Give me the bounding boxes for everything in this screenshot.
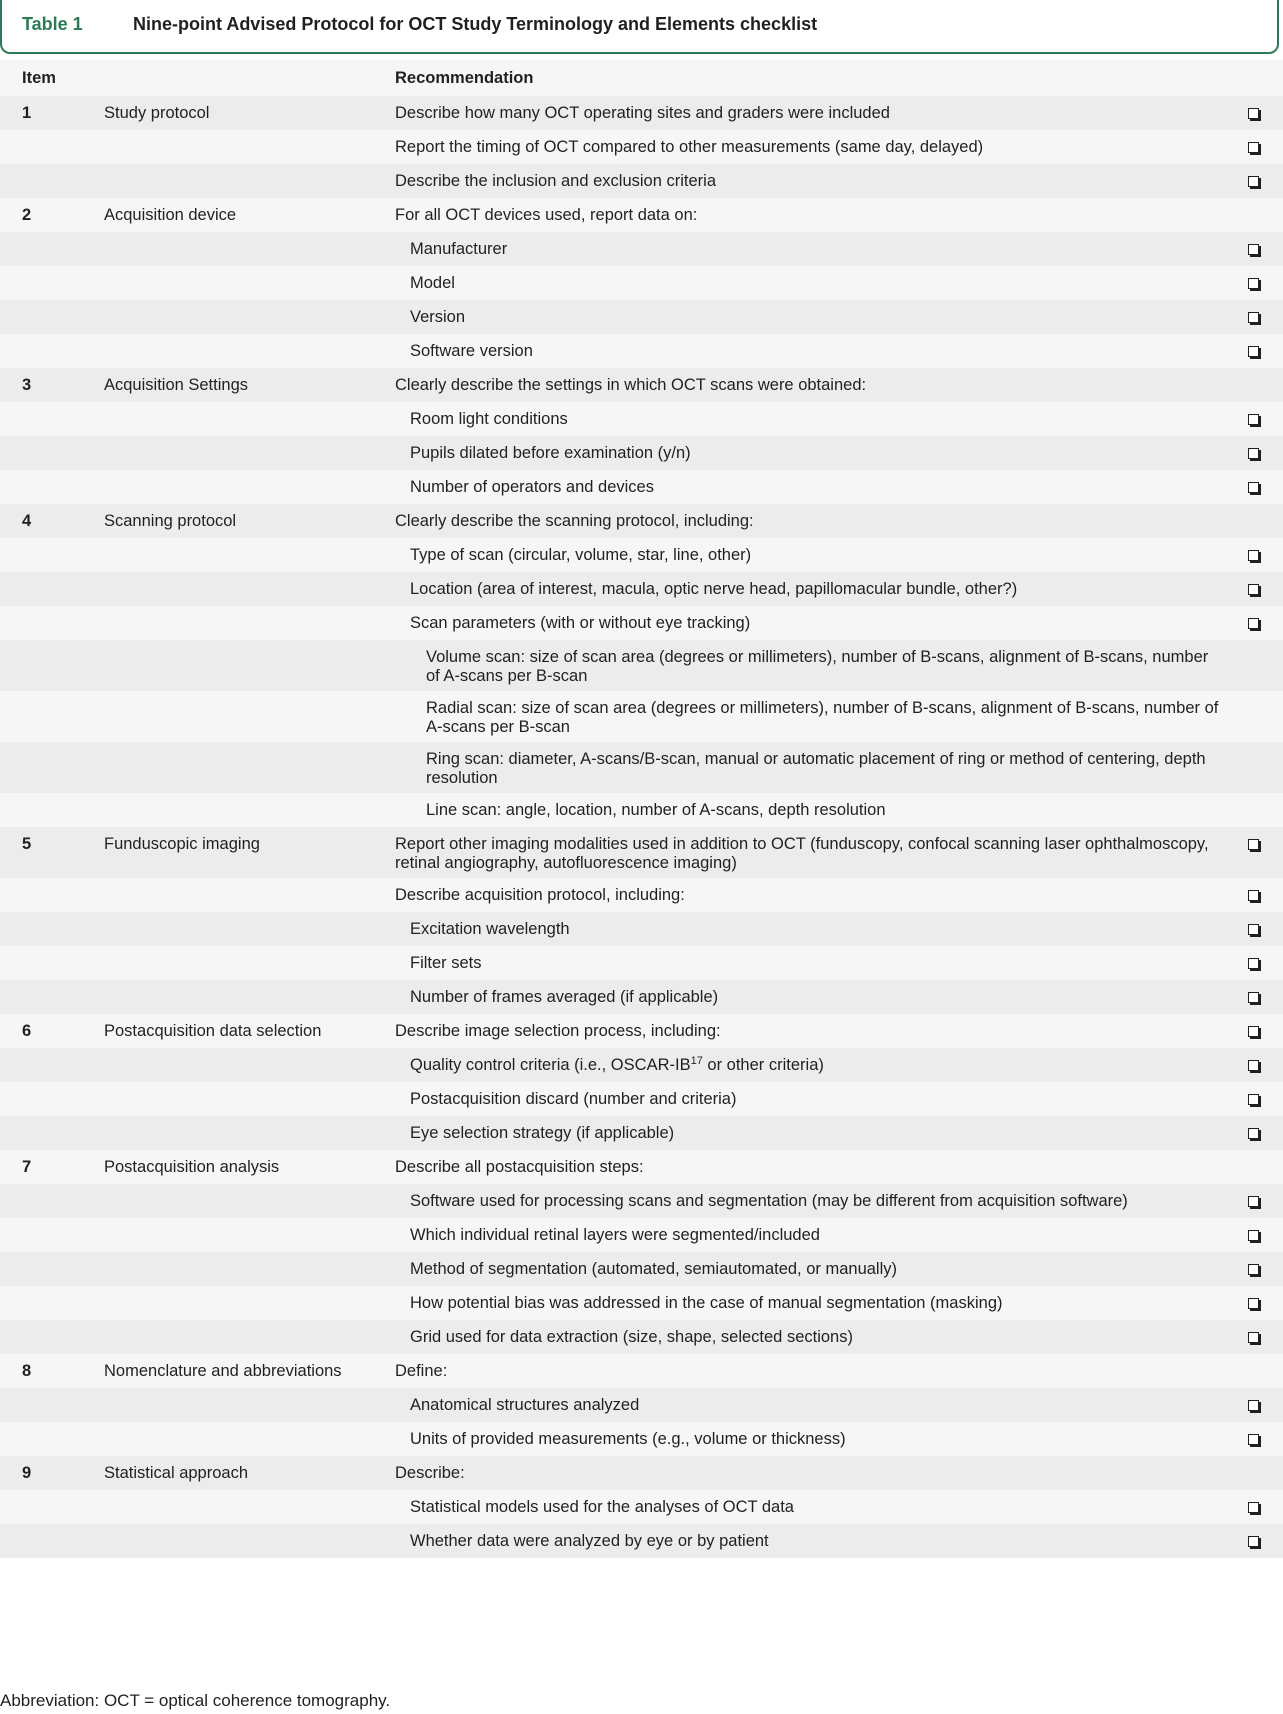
table-row xyxy=(0,1490,1283,1524)
table-row xyxy=(0,946,1283,980)
item-name: Scanning protocol xyxy=(104,512,237,530)
recommendation-text xyxy=(410,1056,1225,1075)
recommendation-text: Model xyxy=(410,274,455,292)
table-row xyxy=(0,1252,1283,1286)
checkbox-icon xyxy=(1248,1536,1259,1547)
item-number: 6 xyxy=(22,1022,32,1040)
recommendation-text: Describe all postacquisition steps: xyxy=(395,1158,644,1176)
recommendation-text: Version xyxy=(410,308,466,326)
table-row xyxy=(0,436,1283,470)
table-row xyxy=(0,640,1283,691)
table-row xyxy=(0,1456,1283,1490)
recommendation-text: Clearly describe the scanning protocol, including: xyxy=(395,512,754,530)
table-row xyxy=(0,300,1283,334)
recommendation-text: Method of segmentation (automated, semiautomated, or manually) xyxy=(410,1260,898,1278)
table-row xyxy=(0,504,1283,538)
item-name: Statistical approach xyxy=(104,1464,248,1482)
recommendation-text: Software version xyxy=(410,342,533,360)
recommendation-text: Whether data were analyzed by eye or by patient xyxy=(410,1532,769,1550)
checkbox-icon xyxy=(1248,346,1259,357)
recommendation-text: Volume scan: size of scan area (degrees or millimeters), number of B-scans, alignment of B-scans, number of A-scans per B-scan xyxy=(426,648,1209,685)
recommendation-text: Clearly describe the settings in which OCT scans were obtained: xyxy=(395,376,867,394)
checkbox-icon xyxy=(1248,1502,1259,1513)
checkbox-icon xyxy=(1248,1230,1259,1241)
recommendation-text: Describe: xyxy=(395,1464,465,1482)
recommendation-text: Manufacturer xyxy=(410,240,508,258)
table-row xyxy=(0,878,1283,912)
header-item: Item xyxy=(22,69,56,87)
recommendation-text: Postacquisition discard (number and criteria) xyxy=(410,1090,737,1108)
recommendation-text: Describe image selection process, including: xyxy=(395,1022,721,1040)
recommendation-text: Radial scan: size of scan area (degrees or millimeters), number of B-scans, alignment of B-scans, number of A-scans per B-scan xyxy=(426,699,1219,736)
checkbox-icon xyxy=(1248,312,1259,323)
checkbox-icon xyxy=(1248,1298,1259,1309)
checkbox-icon xyxy=(1248,176,1259,187)
reference-superscript: 17 xyxy=(690,1055,703,1067)
table-title-box xyxy=(0,0,1279,54)
checkbox-icon xyxy=(1248,992,1259,1003)
recommendation-text: Line scan: angle, location, number of A-scans, depth resolution xyxy=(426,801,886,819)
recommendation-text: Report other imaging modalities used in addition to OCT (funduscopy, confocal scanning laser ophthalmoscopy, retinal angiography, autofluorescence imaging) xyxy=(395,835,1209,872)
checkbox-icon xyxy=(1248,1128,1259,1139)
table-row xyxy=(0,198,1283,232)
table-row xyxy=(0,827,1283,878)
table-row xyxy=(0,1082,1283,1116)
recommendation-text: Statistical models used for the analyses of OCT data xyxy=(410,1498,794,1516)
table-row xyxy=(0,606,1283,640)
checkbox-icon xyxy=(1248,839,1259,850)
table-title: Nine-point Advised Protocol for OCT Study Terminology and Elements checklist xyxy=(133,14,818,34)
item-number: 5 xyxy=(22,835,32,853)
checkbox-icon xyxy=(1248,1196,1259,1207)
checkbox-icon xyxy=(1248,482,1259,493)
checkbox-icon xyxy=(1248,1026,1259,1037)
item-number: 4 xyxy=(22,512,32,530)
table-row xyxy=(0,538,1283,572)
header-recommendation: Recommendation xyxy=(395,69,534,87)
checkbox-icon xyxy=(1248,924,1259,935)
recommendation-text: How potential bias was addressed in the case of manual segmentation (masking) xyxy=(410,1294,1003,1312)
recommendation-text: Which individual retinal layers were segmented/included xyxy=(410,1226,820,1244)
item-number: 2 xyxy=(22,206,32,224)
table-body xyxy=(0,96,1283,1558)
recommendation-text: Grid used for data extraction (size, shape, selected sections) xyxy=(410,1328,853,1346)
checkbox-icon xyxy=(1248,584,1259,595)
checkbox-icon xyxy=(1248,142,1259,153)
table-row xyxy=(0,1116,1283,1150)
item-number: 3 xyxy=(22,376,32,394)
table-row xyxy=(0,793,1283,827)
recommendation-text-part: or other criteria) xyxy=(702,1056,824,1074)
recommendation-text-part: Quality control criteria (i.e., OSCAR-IB xyxy=(410,1056,691,1074)
recommendation-text: Describe the inclusion and exclusion criteria xyxy=(395,172,716,190)
item-name: Acquisition Settings xyxy=(104,376,248,394)
recommendation-text: Software used for processing scans and segmentation (may be different from acquisition software) xyxy=(410,1192,1128,1210)
table-row xyxy=(0,572,1283,606)
recommendation-text: Number of frames averaged (if applicable) xyxy=(410,988,719,1006)
table-row xyxy=(0,742,1283,793)
table-header-row xyxy=(0,60,1283,96)
item-number: 9 xyxy=(22,1464,32,1482)
table-row xyxy=(0,334,1283,368)
recommendation-text: Report the timing of OCT compared to other measurements (same day, delayed) xyxy=(395,138,984,156)
table-row xyxy=(0,96,1283,130)
table-footnote: Abbreviation: OCT = optical coherence tomography. xyxy=(0,1691,391,1710)
table-row xyxy=(0,1218,1283,1252)
table-row xyxy=(0,1286,1283,1320)
checkbox-icon xyxy=(1248,278,1259,289)
recommendation-text: Define: xyxy=(395,1362,448,1380)
table-row xyxy=(0,1150,1283,1184)
item-name: Postacquisition analysis xyxy=(104,1158,280,1176)
item-name: Study protocol xyxy=(104,104,210,122)
table-row xyxy=(0,266,1283,300)
checkbox-icon xyxy=(1248,1060,1259,1071)
item-name: Nomenclature and abbreviations xyxy=(104,1362,342,1380)
table-row xyxy=(0,402,1283,436)
checkbox-icon xyxy=(1248,618,1259,629)
item-name: Funduscopic imaging xyxy=(104,835,260,853)
table-row xyxy=(0,1320,1283,1354)
recommendation-text: Eye selection strategy (if applicable) xyxy=(410,1124,675,1142)
recommendation-text: Filter sets xyxy=(410,954,482,972)
checkbox-icon xyxy=(1248,1332,1259,1343)
recommendation-text: Scan parameters (with or without eye tracking) xyxy=(410,614,751,632)
table-row xyxy=(0,470,1283,504)
item-number: 7 xyxy=(22,1158,32,1176)
table-label: Table 1 xyxy=(22,14,83,34)
table-row xyxy=(0,1388,1283,1422)
checklist-table xyxy=(0,60,1283,1558)
item-name: Acquisition device xyxy=(104,206,237,224)
item-number: 1 xyxy=(22,104,32,122)
checkbox-icon xyxy=(1248,448,1259,459)
recommendation-text: Describe how many OCT operating sites and graders were included xyxy=(395,104,890,122)
recommendation-text: Excitation wavelength xyxy=(410,920,570,938)
table-row xyxy=(0,980,1283,1014)
table-row xyxy=(0,1354,1283,1388)
table-row xyxy=(0,130,1283,164)
checkbox-icon xyxy=(1248,1400,1259,1411)
recommendation-text: Anatomical structures analyzed xyxy=(410,1396,640,1414)
recommendation-text: Describe acquisition protocol, including: xyxy=(395,886,685,904)
table-row xyxy=(0,1422,1283,1456)
recommendation-text: Location (area of interest, macula, optic nerve head, papillomacular bundle, other?) xyxy=(410,580,1018,598)
table-row xyxy=(0,1524,1283,1558)
checkbox-icon xyxy=(1248,550,1259,561)
checkbox-icon xyxy=(1248,414,1259,425)
table-row xyxy=(0,1014,1283,1048)
checkbox-icon xyxy=(1248,958,1259,969)
checkbox-icon xyxy=(1248,890,1259,901)
checkbox-icon xyxy=(1248,1264,1259,1275)
table-row xyxy=(0,912,1283,946)
table-row xyxy=(0,164,1283,198)
table-row xyxy=(0,691,1283,742)
recommendation-text: Pupils dilated before examination (y/n) xyxy=(410,444,691,462)
checkbox-icon xyxy=(1248,1094,1259,1105)
table-row xyxy=(0,368,1283,402)
recommendation-text: Units of provided measurements (e.g., volume or thickness) xyxy=(410,1430,846,1448)
recommendation-text: Type of scan (circular, volume, star, line, other) xyxy=(410,546,752,564)
recommendation-text: Number of operators and devices xyxy=(410,478,654,496)
recommendation-text: Ring scan: diameter, A-scans/B-scan, manual or automatic placement of ring or method of centering, depth resolution xyxy=(426,750,1206,787)
checkbox-icon xyxy=(1248,244,1259,255)
recommendation-text: Room light conditions xyxy=(410,410,568,428)
table-row xyxy=(0,232,1283,266)
checkbox-icon xyxy=(1248,108,1259,119)
table-row xyxy=(0,1184,1283,1218)
item-name: Postacquisition data selection xyxy=(104,1022,322,1040)
item-number: 8 xyxy=(22,1362,32,1380)
table-row xyxy=(0,1048,1283,1082)
checkbox-icon xyxy=(1248,1434,1259,1445)
recommendation-text: For all OCT devices used, report data on: xyxy=(395,206,698,224)
